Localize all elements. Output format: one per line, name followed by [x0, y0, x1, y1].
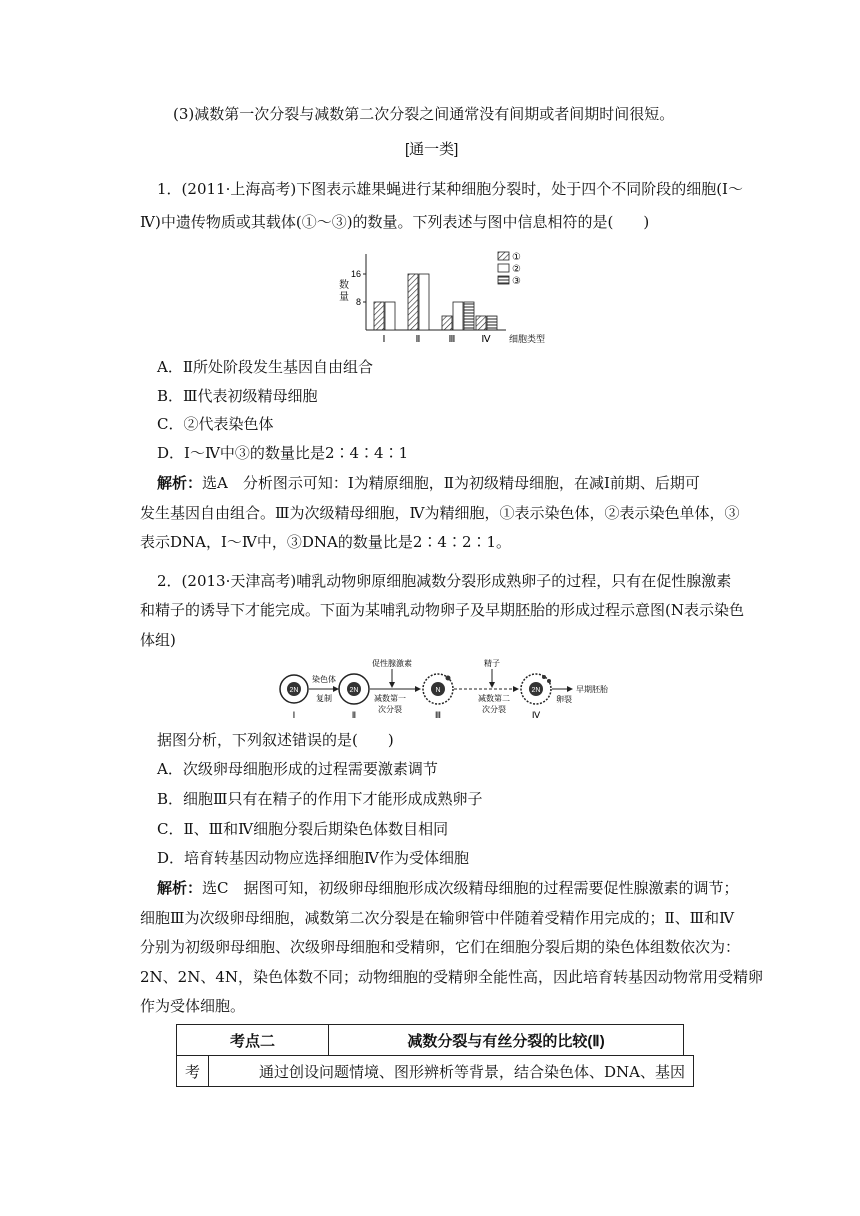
embryo-label: 早期胚胎 — [576, 685, 608, 694]
cell-2 — [339, 674, 369, 720]
q1-analysis-line3: 表示DNA，Ⅰ～Ⅳ中，③DNA的数量比是2∶4∶2∶1。 — [140, 533, 512, 551]
stage-1: Ⅰ — [292, 710, 296, 720]
y-tick-label: 8 — [355, 297, 361, 307]
arrow3-top: 减数第二 — [478, 694, 510, 703]
bar — [374, 302, 384, 330]
cell-1-label: 2N — [289, 687, 299, 694]
bar — [419, 274, 429, 330]
analysis-label: 解析： — [157, 879, 203, 897]
q2-analysis-line3: 分别为初级卵母细胞、次级卵母细胞和受精卵，它们在细胞分裂后期的染色体组数依次为： — [140, 938, 741, 956]
q2-analysis-line2: 细胞Ⅲ为次级卵母细胞，减数第二次分裂是在输卵管中伴随着受精作用完成的；Ⅱ、Ⅲ和Ⅳ — [140, 909, 735, 927]
q2-analysis — [157, 878, 739, 898]
q1-analysis-line1: 选A 分析图示可知：Ⅰ为精原细胞，Ⅱ为初级精母细胞，在减Ⅰ前期、后期可 — [202, 474, 700, 492]
bar — [487, 316, 497, 330]
q2-line1: 2．(2013·天津高考)哺乳动物卵原细胞减数分裂形成熟卵子的过程，只有在促性腺激素 — [157, 572, 732, 590]
legend-swatch — [498, 252, 509, 260]
bar — [476, 316, 486, 330]
category-label: Ⅲ — [448, 334, 456, 345]
category-label: Ⅳ — [481, 334, 491, 345]
legend-label: ① — [512, 252, 521, 263]
q1-line2: Ⅳ)中遗传物质或其载体(①～③)的数量。下列表述与图中信息相符的是( ) — [140, 213, 650, 231]
q2-analysis-line4: 2N、2N、4N，染色体数不同；动物细胞的受精卵全能性高，因此培育转基因动物常用受精卵 — [140, 968, 764, 986]
q2-line2: 和精子的诱导下才能完成。下面为某哺乳动物卵子及早期胚胎的形成过程示意图(N表示染色 — [140, 601, 744, 619]
q2-option-a: A．次级卵母细胞形成的过程需要激素调节 — [157, 760, 438, 778]
arrow2-top: 减数第一 — [374, 694, 406, 703]
q1-option-b: B．Ⅲ代表初级精母细胞 — [157, 387, 318, 405]
stage-4: Ⅳ — [531, 710, 541, 720]
chart-plot-area — [339, 252, 545, 345]
q1-bar-chart — [330, 240, 570, 352]
sperm-label: 精子 — [484, 659, 500, 668]
table-header-1: 考点二 — [177, 1025, 329, 1056]
q1-analysis — [157, 473, 700, 493]
y-tick-label: 16 — [350, 269, 361, 279]
cell-4-label: 2N — [531, 687, 541, 694]
q1-line1: 1．(2011·上海高考)下图表示雄果蝇进行某种细胞分裂时，处于四个不同阶段的细胞(Ⅰ～ — [157, 180, 743, 198]
legend-swatch — [498, 276, 509, 284]
q2-analysis-line1: 选C 据图可知，初级卵母细胞形成次级精母细胞的过程需要促性腺激素的调节； — [202, 879, 739, 897]
table-header-2: 减数分裂与有丝分裂的比较(Ⅱ) — [329, 1025, 684, 1056]
intro-line: (3)减数第一次分裂与减数第二次分裂之间通常没有间期或者间期时间很短。 — [173, 105, 675, 123]
legend-label: ③ — [512, 276, 521, 287]
table-row — [177, 1056, 694, 1087]
x-axis-label: 细胞类型 — [509, 334, 546, 344]
cell-3-label: N — [435, 687, 441, 694]
q2-option-b: B．细胞Ⅲ只有在精子的作用下才能形成成熟卵子 — [157, 790, 483, 808]
q1-analysis-line2: 发生基因自由组合。Ⅲ为次级精母细胞，Ⅳ为精细胞，①表示染色体，②表示染色单体，③ — [140, 504, 740, 522]
cell-2-label: 2N — [349, 687, 359, 694]
legend-swatch — [498, 264, 509, 272]
category-label: Ⅱ — [415, 334, 421, 345]
arrow1-bottom: 复制 — [316, 694, 332, 703]
cell-1 — [280, 675, 308, 720]
q1-option-d: D．Ⅰ～Ⅳ中③的数量比是2∶4∶4∶1 — [157, 444, 409, 462]
topic-table-body — [176, 1055, 694, 1087]
table-row — [177, 1025, 684, 1056]
q1-option-c: C．②代表染色体 — [157, 415, 274, 433]
arrow1-top: 染色体 — [312, 675, 336, 684]
legend-label: ② — [512, 264, 521, 275]
arrow3-bottom: 次分裂 — [482, 705, 506, 714]
hormone-label: 促性腺激素 — [372, 659, 412, 668]
stage-2: Ⅱ — [351, 710, 357, 720]
bar — [385, 302, 395, 330]
bar — [442, 316, 452, 330]
cell-4 — [521, 674, 551, 720]
analysis-label: 解析： — [157, 474, 203, 492]
q2-analysis-line5: 作为受体细胞。 — [140, 997, 246, 1015]
bar — [453, 302, 463, 330]
q2-question: 据图分析，下列叙述错误的是( ) — [157, 731, 394, 749]
q1-option-a: A．Ⅱ所处阶段发生基因自由组合 — [157, 358, 374, 376]
section-title: [通一类] — [405, 141, 459, 158]
arrow2-bottom: 次分裂 — [378, 705, 402, 714]
category-label: Ⅰ — [382, 334, 386, 345]
table-cell-2: 通过创设问题情境、图形辨析等背景，结合染色体、DNA、基因 — [209, 1056, 694, 1087]
stage-3: Ⅲ — [434, 710, 442, 720]
q2-option-d: D．培育转基因动物应选择细胞Ⅳ作为受体细胞 — [157, 849, 470, 867]
y-axis-label: 数 — [339, 280, 349, 291]
table-cell-1: 考 — [177, 1056, 209, 1087]
q2-line3: 体组) — [140, 631, 176, 649]
cleavage-label: 卵裂 — [556, 695, 572, 704]
oocyte-process-diagram — [272, 656, 662, 726]
bar — [464, 302, 474, 330]
y-axis-label-2: 量 — [339, 292, 349, 303]
topic-table — [176, 1024, 684, 1056]
q2-option-c: C．Ⅱ、Ⅲ和Ⅳ细胞分裂后期染色体数目相同 — [157, 820, 449, 838]
bar — [408, 274, 418, 330]
cell-3 — [423, 674, 453, 720]
